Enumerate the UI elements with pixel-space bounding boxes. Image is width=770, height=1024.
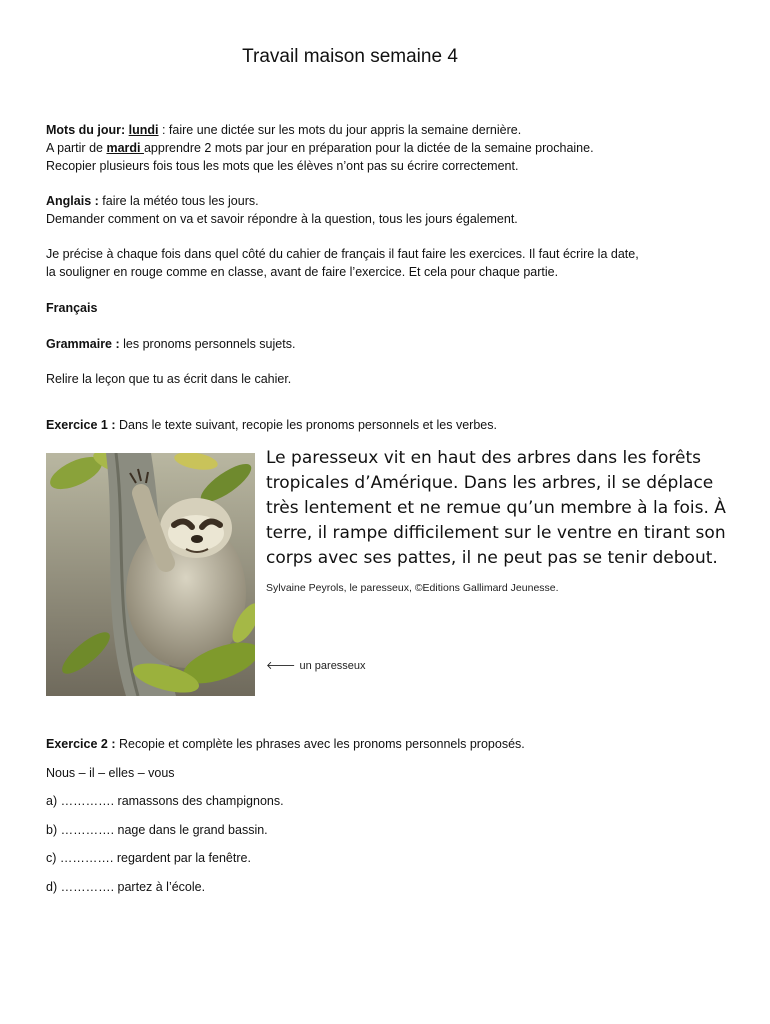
mots-label: Mots du jour: — [46, 123, 126, 137]
francais-heading-block — [46, 299, 736, 317]
mots-line-3: Recopier plusieurs fois tous les mots que les élèves n’ont pas su écrire correctement. — [46, 159, 519, 173]
grammaire-block — [46, 335, 736, 353]
pronoun-choices: Nous – il – elles – vous — [46, 766, 175, 780]
mots-line-1-text: : faire une dictée sur les mots du jour appris la semaine dernière. — [158, 123, 522, 137]
anglais-label: Anglais : — [46, 194, 99, 208]
arrow-left-icon: 🡐 — [266, 660, 296, 672]
sloth-photo — [46, 453, 255, 696]
list-item: d) …………. partez à l’école. — [46, 880, 206, 894]
sloth-passage — [266, 446, 736, 571]
relire-text: Relire la leçon que tu as écrit dans le cahier. — [46, 372, 292, 386]
passage-line: Le paresseux vit en haut des arbres dans les forêts — [266, 448, 701, 468]
exercice-2-label: Exercice 2 : — [46, 737, 116, 751]
exercice-1-text: Dans le texte suivant, recopie les pronoms personnels et les verbes. — [115, 418, 497, 432]
exercice-2-item-b — [46, 821, 736, 839]
anglais-section — [46, 192, 736, 228]
anglais-line-2: Demander comment on va et savoir répondre à la question, tous les jours également. — [46, 212, 518, 226]
exercice-2-item-c — [46, 849, 736, 867]
mots-line-2-text: apprendre 2 mots par jour en préparation pour la dictée de la semaine prochaine. — [143, 141, 594, 155]
passage-source: Sylvaine Peyrols, le paresseux, ©Editions Gallimard Jeunesse. — [266, 582, 559, 594]
exercice-2-item-a — [46, 792, 736, 810]
francais-heading: Français — [46, 301, 98, 315]
caption-text: un paresseux — [299, 660, 366, 672]
mots-du-jour-section — [46, 121, 736, 175]
anglais-line-1 — [46, 192, 736, 210]
page-title: Travail maison semaine 4 — [242, 46, 458, 67]
passage-line: très lentement et ne remue qu’un membre à la fois. À — [266, 498, 726, 518]
mots-line-1 — [46, 121, 736, 139]
exercice-2-item-d — [46, 878, 736, 896]
list-item: c) …………. regardent par la fenêtre. — [46, 851, 251, 865]
passage-line: tropicales d’Amérique. Dans les arbres, il se déplace — [266, 473, 714, 493]
exercice-1-label: Exercice 1 : — [46, 418, 116, 432]
day-lundi: lundi — [128, 123, 159, 137]
relire-block — [46, 370, 736, 388]
sloth-illustration — [46, 453, 255, 696]
precision-line-1: Je précise à chaque fois dans quel côté du cahier de français il faut faire les exercices. Il faut écrire la date, — [46, 247, 639, 261]
list-item: b) …………. nage dans le grand bassin. — [46, 823, 268, 837]
exercice-2-heading — [46, 735, 736, 753]
passage-line: corps avec ses pattes, il ne peut pas se tenir debout. — [266, 548, 718, 568]
exercice-2-text: Recopie et complète les phrases avec les pronoms personnels proposés. — [115, 737, 525, 751]
precision-paragraph — [46, 245, 736, 281]
exercice-1-heading — [46, 416, 736, 434]
grammaire-text: les pronoms personnels sujets. — [119, 337, 296, 351]
photo-caption — [266, 658, 370, 672]
grammaire-label: Grammaire : — [46, 337, 120, 351]
mots-line-2-prefix: A partir de — [46, 141, 107, 155]
day-mardi: mardi — [106, 141, 144, 155]
exercice-2-choices — [46, 764, 736, 782]
list-item: a) …………. ramassons des champignons. — [46, 794, 284, 808]
mots-line-2 — [46, 139, 736, 157]
anglais-line-1-text: faire la météo tous les jours. — [98, 194, 259, 208]
passage-line: terre, il rampe difficilement sur le ventre en tirant son — [266, 523, 726, 543]
precision-line-2: la souligner en rouge comme en classe, avant de faire l’exercice. Et cela pour chaque partie. — [46, 265, 559, 279]
